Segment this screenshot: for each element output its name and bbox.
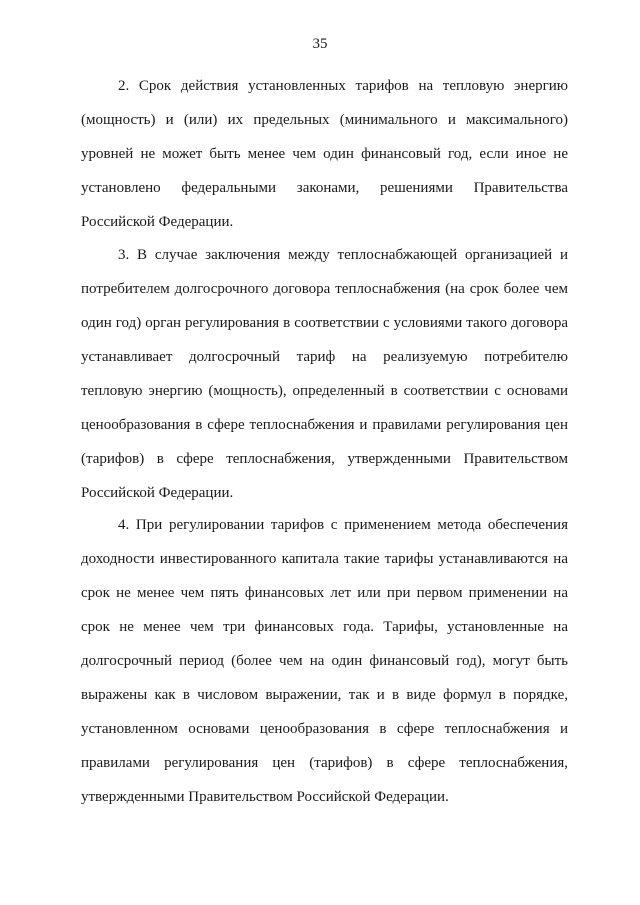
page-number: 35 — [312, 36, 328, 52]
paragraph-clause-3: 3. В случае заключения между теплоснабжающей организацией и потребителем долгосрочного договора теплоснабжения (на срок более чем один год) орган регулирования в соответствии с условиями такого договора устанавливает долгосрочный тариф на реализуемую потребителю тепловую энергию (мощность), определенный в соответствии с основами ценообразования в сфере теплоснабжения и правилами регулирования цен (тарифов) в сфере теплоснабжения, утвержденными Правительством Российской Федерации. — [81, 247, 568, 501]
paragraph-clause-4: 4. При регулировании тарифов с применением метода обеспечения доходности инвестированного капитала такие тарифы устанавливаются на срок не менее чем пять финансовых лет или при первом применении на срок не менее чем три финансовых года. Тарифы, установленные на долгосрочный период (более чем на один финансовый год), могут быть выражены как в числовом выражении, так и в виде формул в порядке, установленном основами ценообразования в сфере теплоснабжения и правилами регулирования цен (тарифов) в сфере теплоснабжения, утвержденными Правительством Российской Федерации. — [81, 517, 568, 805]
paragraph-clause-2: 2. Срок действия установленных тарифов на тепловую энергию (мощность) и (или) их предельных (минимального и максимального) уровней не может быть менее чем один финансовый год, если иное не установлено федеральными законами, решениями Правительства Российской Федерации. — [81, 78, 568, 230]
